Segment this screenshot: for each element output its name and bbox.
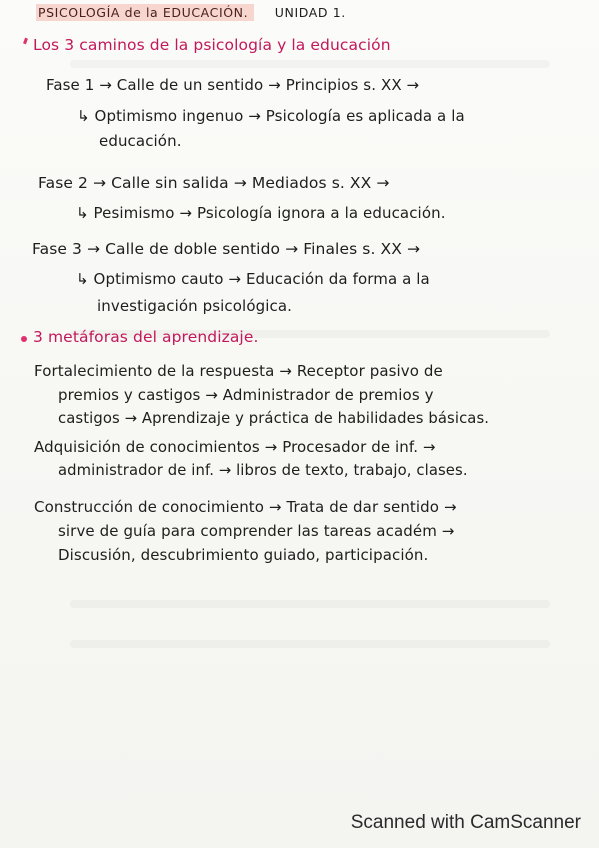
note-line: Construcción de conocimiento → Trata de dar sentido → xyxy=(34,498,457,516)
bleed-through-mark xyxy=(70,640,550,648)
note-line: Discusión, descubrimiento guiado, participación. xyxy=(58,546,429,564)
note-line: sirve de guía para comprender las tareas académ → xyxy=(58,522,455,540)
note-line: investigación psicológica. xyxy=(97,297,292,315)
note-line: administrador de inf. → libros de texto, trabajo, clases. xyxy=(58,462,468,479)
note-line: castigos → Aprendizaje y práctica de habilidades básicas. xyxy=(58,410,490,427)
note-line: Fortalecimiento de la respuesta → Receptor pasivo de xyxy=(34,362,443,380)
note-line: Fase 1 → Calle de un sentido → Principios s. XX → xyxy=(46,76,420,94)
section-bullet-icon xyxy=(21,336,27,342)
section-heading: Los 3 caminos de la psicología y la educación xyxy=(33,36,391,54)
bleed-through-mark xyxy=(70,60,550,68)
note-line: Fase 3 → Calle de doble sentido → Finales s. XX → xyxy=(32,240,421,258)
note-line: ↳ Pesimismo → Psicología ignora a la educación. xyxy=(76,204,446,222)
page-title: PSICOLOGÍA de la EDUCACIÓN. xyxy=(36,4,254,21)
note-line: ↳ Optimismo ingenuo → Psicología es aplicada a la xyxy=(77,107,465,125)
note-line: Fase 2 → Calle sin salida → Mediados s. XX → xyxy=(38,174,390,192)
bleed-through-mark xyxy=(70,600,550,608)
note-line: educación. xyxy=(99,132,182,150)
note-line: ↳ Optimismo cauto → Educación da forma a la xyxy=(76,270,430,288)
section-heading: 3 metáforas del aprendizaje. xyxy=(33,328,259,346)
page-header xyxy=(36,4,346,24)
note-line: premios y castigos → Administrador de premios y xyxy=(58,386,434,404)
scanner-watermark: Scanned with CamScanner xyxy=(350,812,581,833)
note-line: Adquisición de conocimientos → Procesador de inf. → xyxy=(34,438,436,456)
unit-label: UNIDAD 1. xyxy=(274,5,346,20)
section-bullet-icon xyxy=(23,38,28,45)
